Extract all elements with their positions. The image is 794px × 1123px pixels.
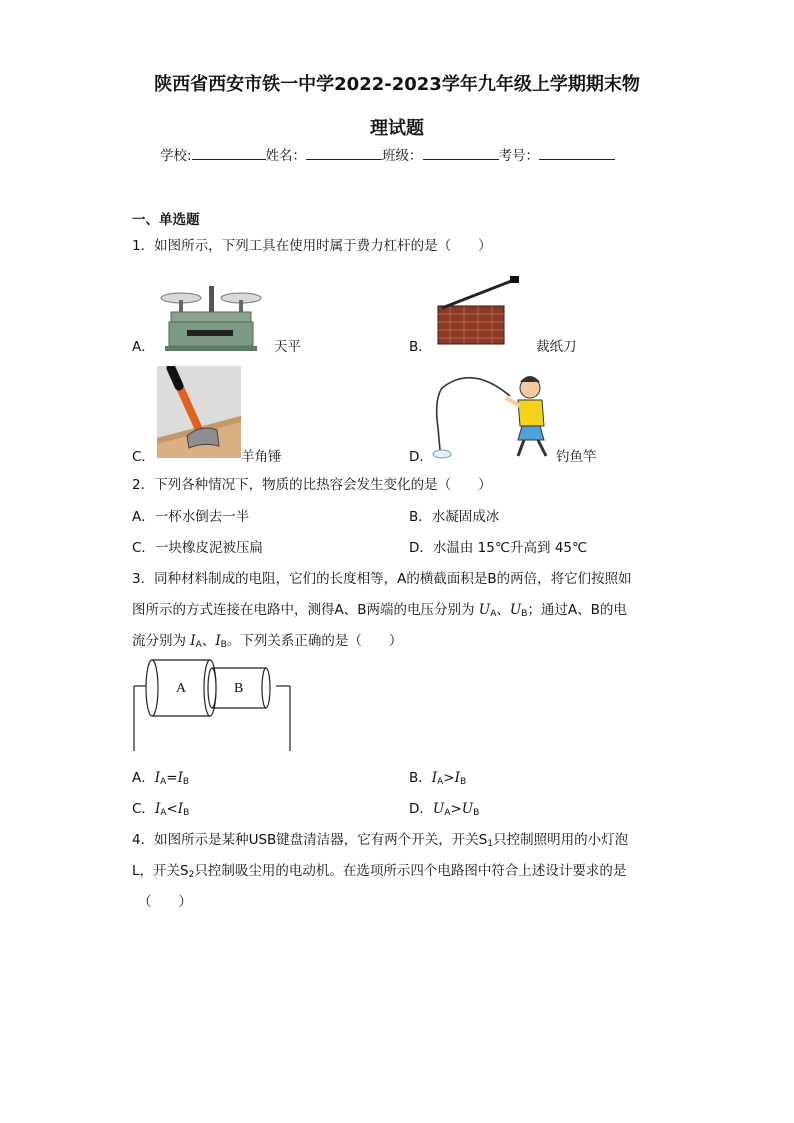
resistor-circuit-diagram [130,656,298,754]
name-label: 姓名： [265,148,307,164]
option-letter: A． [132,770,155,786]
subscript-a: A [195,640,202,650]
page-title-continued: 理试题 [370,118,424,139]
q4-line2-tail: 只控制吸尘用的电动机。在选项所示四个电路图中符合上述设计要求的是 [194,863,627,879]
q3-line3-tail: 。下列关系正确的是（ ） [226,633,403,649]
q1-option-b-letter: B． [409,339,432,355]
q1-option-c-label: 羊角锤 [241,449,282,465]
option-operator: < [166,801,178,817]
q1-option-d-letter: D． [409,449,433,465]
q3-option-d [409,797,479,818]
q3-line3-text: 流分别为 [132,633,186,649]
voltage-symbol: U [478,602,491,618]
subscript-a: A [160,808,167,818]
q1-option-c-letter: C． [132,449,155,465]
q1-option-a-letter: A． [132,339,155,355]
q3-option-a [132,766,189,787]
voltage-symbol: U [509,602,522,618]
class-blank[interactable] [423,145,499,160]
q4-answer-blank: （ ） [138,894,192,910]
option-right-symbol: U [461,801,474,817]
exam-number-blank[interactable] [539,145,615,160]
subscript-a: A [437,777,444,787]
paper-cutter-icon [436,276,520,348]
q3-line2-tail: ；通过A、B的电 [527,602,627,618]
current-symbol: I [190,633,196,649]
subscript-b: B [459,777,467,787]
resistor-a-label: A [176,681,187,696]
subscript-a: A [490,609,497,619]
q4-line2-text: L，开关S [132,863,189,879]
student-info-line [160,144,615,164]
option-right-symbol: I [454,770,460,786]
subscript-a: A [444,808,451,818]
option-left-symbol: I [154,770,161,786]
option-right-symbol: I [177,801,184,817]
resistor-b-label: B [234,681,244,696]
q3-stem-line3 [132,629,402,650]
subscript-b: B [220,640,227,650]
q3-stem-line1: 3．同种材料制成的电阻，它们的长度相等，A的横截面积是B的两倍，将它们按照如 [132,571,632,587]
q1-option-a-label: 天平 [274,339,301,355]
subscript-b: B [473,808,480,818]
claw-hammer-icon [157,366,241,458]
q2-option-a: A．一杯水倒去一半 [132,509,250,525]
q4-stem-line2 [132,859,626,880]
subscript-b: B [182,777,190,787]
q3-option-b [409,766,466,787]
q2-option-b: B．水凝固成冰 [409,509,500,525]
option-operator: = [166,770,178,786]
subscript-b: B [183,808,190,818]
section-heading: 一、单选题 [132,212,200,228]
option-letter: C． [132,801,155,817]
school-blank[interactable] [192,145,266,160]
q1-option-b-label: 裁纸刀 [536,339,577,355]
current-symbol: I [215,633,221,649]
balance-scale-icon [157,284,265,352]
option-operator: > [450,801,462,817]
option-left-symbol: U [432,801,445,817]
exam-number-label: 考号： [498,148,540,164]
q4-stem-line1 [132,828,628,849]
separator: 、 [201,633,216,649]
option-right-symbol: I [177,770,183,786]
option-letter: D． [409,801,433,817]
q2-option-d: D．水温由 15℃升高到 45℃ [409,540,588,556]
q3-stem-line2 [132,598,627,619]
q4-line1-tail: 只控制照明用的小灯泡 [493,832,629,848]
fishing-rod-icon [432,370,556,460]
subscript-b: B [521,609,528,619]
q4-line1-text: 4．如图所示是某种USB键盘清洁器，它有两个开关，开关S [132,832,488,848]
class-label: 班级： [382,148,423,164]
separator: 、 [496,602,510,618]
q2-option-c: C．一块橡皮泥被压扁 [132,540,263,556]
school-label: 学校: [160,148,192,164]
option-left-symbol: I [154,801,161,817]
option-operator: > [443,770,455,786]
q2-stem: 2．下列各种情况下，物质的比热容会发生变化的是（ ） [132,477,492,493]
switch-2-subscript: 2 [188,870,195,880]
q3-option-c [132,797,189,818]
q1-option-d-label: 钓鱼竿 [556,449,597,465]
q1-stem: 1．如图所示，下列工具在使用时属于费力杠杆的是（ ） [132,238,492,254]
switch-1-subscript: 1 [487,839,494,849]
name-blank[interactable] [306,145,382,160]
q3-line2-text: 图所示的方式连接在电路中，测得A、B两端的电压分别为 [132,602,475,618]
subscript-a: A [160,777,167,787]
page-title: 陕西省西安市铁一中学2022-2023学年九年级上学期期末物 [154,74,640,95]
option-letter: B． [409,770,432,786]
option-left-symbol: I [431,770,438,786]
